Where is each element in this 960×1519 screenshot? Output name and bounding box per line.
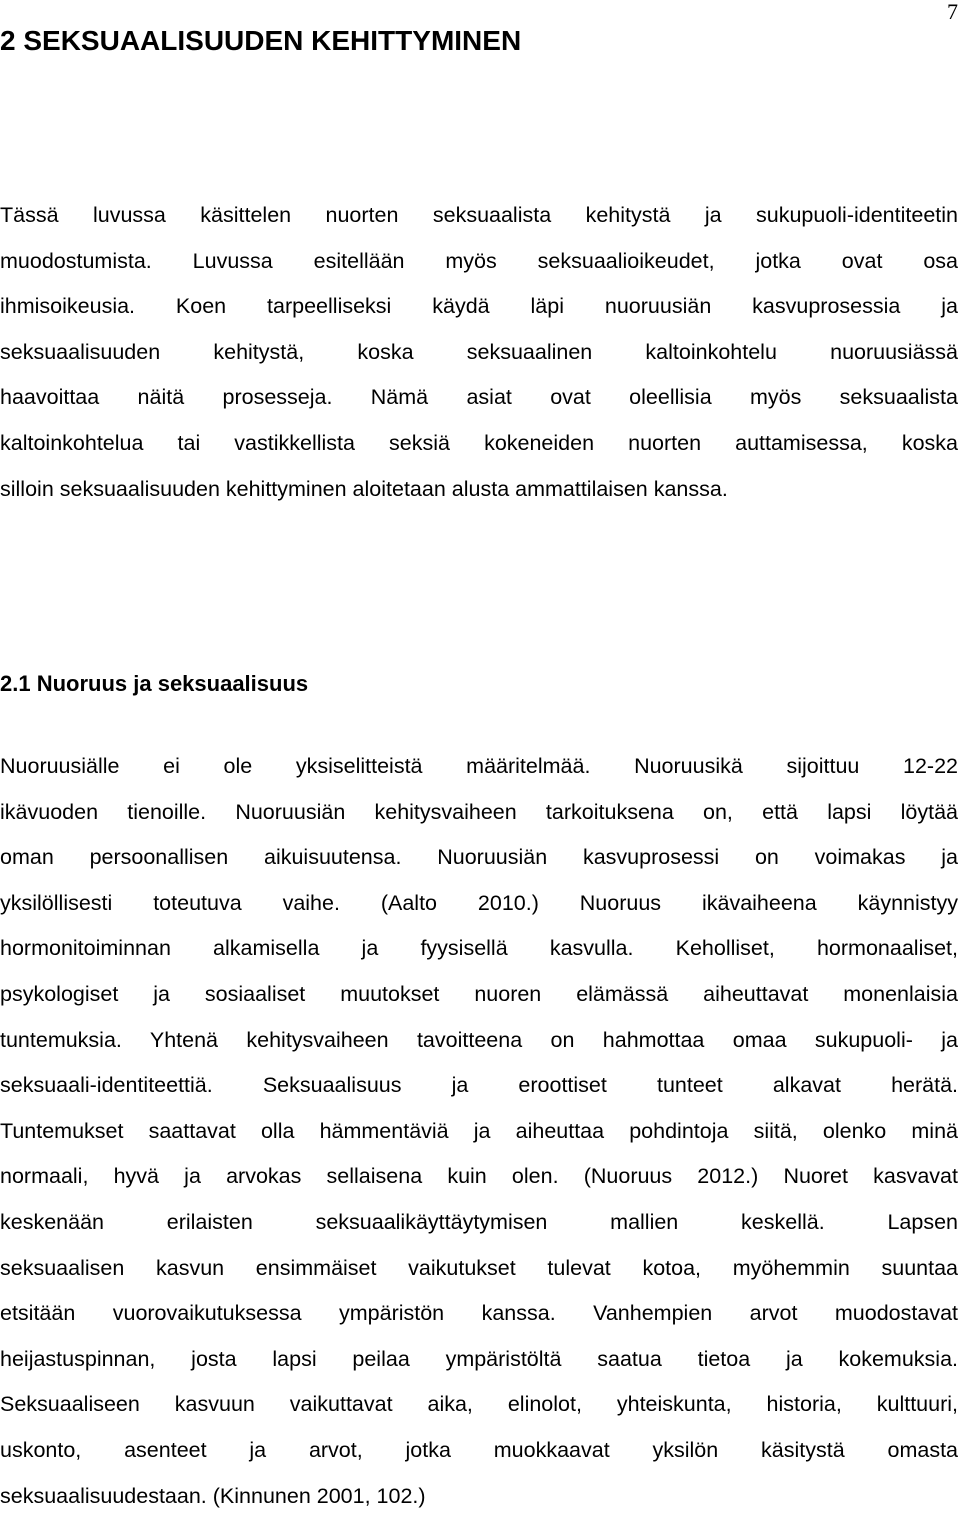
page-number: 7: [947, 0, 958, 24]
paragraph-line: kaltoinkohtelua tai vastikkellista seksiä kokeneiden nuorten auttamisessa, koska: [0, 421, 958, 467]
paragraph-line: seksuaalisuudestaan. (Kinnunen 2001, 102.): [0, 1474, 958, 1519]
paragraph-line: Nuoruusiälle ei ole yksiselitteistä määritelmää. Nuoruusikä sijoittuu 12-22: [0, 744, 958, 790]
paragraph-line: oman persoonallisen aikuisuutensa. Nuoruusiän kasvuprosessi on voimakas ja: [0, 835, 958, 881]
paragraph-line: hormonitoiminnan alkamisella ja fyysisellä kasvulla. Keholliset, hormonaaliset,: [0, 926, 958, 972]
paragraph-line: keskenään erilaisten seksuaalikäyttäytymisen mallien keskellä. Lapsen: [0, 1200, 958, 1246]
paragraph-line: tuntemuksia. Yhtenä kehitysvaiheen tavoitteena on hahmottaa omaa sukupuoli- ja: [0, 1018, 958, 1064]
paragraph-line: haavoittaa näitä prosesseja. Nämä asiat ovat oleellisia myös seksuaalista: [0, 375, 958, 421]
chapter-title: 2 SEKSUAALISUUDEN KEHITTYMINEN: [0, 24, 521, 58]
paragraph-line: heijastuspinnan, josta lapsi peilaa ympäristöltä saatua tietoa ja kokemuksia.: [0, 1337, 958, 1383]
paragraph-line: seksuaalisen kasvun ensimmäiset vaikutukset tulevat kotoa, myöhemmin suuntaa: [0, 1246, 958, 1292]
paragraph-line: psykologiset ja sosiaaliset muutokset nuoren elämässä aiheuttavat monenlaisia: [0, 972, 958, 1018]
paragraph-line: yksilöllisesti toteutuva vaihe. (Aalto 2010.) Nuoruus ikävaiheena käynnistyy: [0, 881, 958, 927]
paragraph-line: normaali, hyvä ja arvokas sellaisena kuin olen. (Nuoruus 2012.) Nuoret kasvavat: [0, 1154, 958, 1200]
paragraph-line: muodostumista. Luvussa esitellään myös seksuaalioikeudet, jotka ovat osa: [0, 239, 958, 285]
paragraph-line: seksuaalisuuden kehitystä, koska seksuaalinen kaltoinkohtelu nuoruusiässä: [0, 330, 958, 376]
paragraph-line: ihmisoikeusia. Koen tarpeelliseksi käydä läpi nuoruusiän kasvuprosessia ja: [0, 284, 958, 330]
paragraph-line: Tuntemukset saattavat olla hämmentäviä ja aiheuttaa pohdintoja siitä, olenko minä: [0, 1109, 958, 1155]
paragraph-line: Seksuaaliseen kasvuun vaikuttavat aika, elinolot, yhteiskunta, historia, kulttuuri,: [0, 1382, 958, 1428]
paragraph-line: etsitään vuorovaikutuksessa ympäristön kanssa. Vanhempien arvot muodostavat: [0, 1291, 958, 1337]
section-title: 2.1 Nuoruus ja seksuaalisuus: [0, 664, 308, 704]
paragraph-line: silloin seksuaalisuuden kehittyminen aloitetaan alusta ammattilaisen kanssa.: [0, 467, 958, 513]
paragraph-line: seksuaali-identiteettiä. Seksuaalisuus ja eroottiset tunteet alkavat herätä.: [0, 1063, 958, 1109]
paragraph-line: uskonto, asenteet ja arvot, jotka muokkaavat yksilön käsitystä omasta: [0, 1428, 958, 1474]
paragraph-line: ikävuoden tienoille. Nuoruusiän kehitysvaiheen tarkoituksena on, että lapsi löytää: [0, 790, 958, 836]
intro-paragraph: [0, 193, 958, 512]
section-paragraph: [0, 744, 958, 1519]
paragraph-line: Tässä luvussa käsittelen nuorten seksuaalista kehitystä ja sukupuoli-identiteetin: [0, 193, 958, 239]
